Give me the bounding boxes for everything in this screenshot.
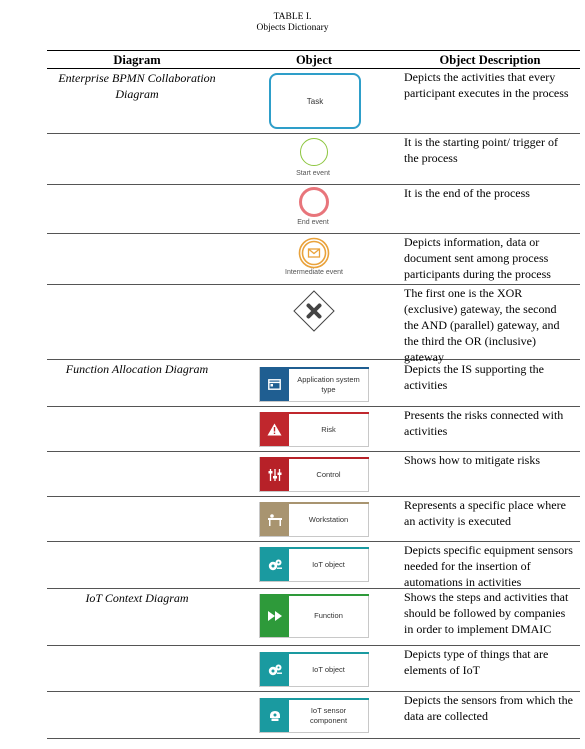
header-description: Object Description	[439, 53, 541, 67]
risk-label: Risk	[321, 424, 336, 434]
diagram-function-allocation-label: Function Allocation Diagram	[65, 362, 209, 376]
iot-sensor-component-label: IoT sensor component	[309, 705, 348, 725]
fast-forward-icon	[260, 595, 289, 637]
desc-start-event: It is the starting point/ trigger of the process	[404, 135, 558, 165]
desc-gateway: The first one is the XOR (exclusive) gateway, the second the AND (parallel) gateway, and the third the OR (inclusive) gateway	[404, 286, 560, 364]
iot-object-label: IoT object	[312, 559, 345, 569]
window-icon	[260, 368, 289, 401]
desc-workstation: Represents a specific place where an activity is executed	[404, 498, 566, 528]
diagram-bpmn-label: Enterprise BPMN Collaboration Diagram	[58, 71, 216, 101]
task-label: Task	[306, 96, 324, 106]
row-separator	[47, 738, 580, 739]
desc-end-event: It is the end of the process	[404, 186, 530, 200]
desc-control: Shows how to mitigate risks	[404, 453, 541, 467]
table-top-rule	[47, 50, 580, 51]
control-label: Control	[316, 469, 341, 479]
iot-object-shape	[259, 547, 369, 582]
iot-sensor-component-shape	[259, 698, 369, 733]
warning-triangle-icon	[260, 413, 289, 446]
application-system-type-label: Application system type	[297, 374, 360, 394]
desc-iot-object-2: Depicts type of things that are elements of IoT	[404, 647, 549, 677]
sensor-icon	[260, 699, 289, 732]
desc-task: Depicts the activities that every participant executes in the process	[404, 70, 569, 100]
diagram-iot-context-label: IoT Context Diagram	[85, 591, 189, 605]
desc-intermediate-event: Depicts information, data or document sent among process participants during the process	[404, 235, 551, 281]
gateway-shape	[293, 290, 335, 332]
task-shape	[269, 73, 361, 129]
gears-icon	[260, 548, 289, 581]
intermediate-event-label: Intermediate event	[285, 269, 343, 276]
iot-object-label-2: IoT object	[312, 664, 345, 674]
workstation-label: Workstation	[308, 514, 349, 524]
desc-iot-object: Depicts specific equipment sensors needed for the insertion of automations in activities	[404, 543, 573, 589]
control-shape	[259, 457, 369, 492]
end-event-shape	[299, 187, 329, 217]
function-label: Function	[314, 611, 343, 620]
start-event-shape	[300, 138, 328, 166]
function-shape	[259, 594, 369, 638]
risk-shape	[259, 412, 369, 447]
desk-icon	[260, 503, 289, 536]
sliders-icon	[260, 458, 289, 491]
intermediate-event-shape	[297, 237, 331, 269]
start-event-label: Start event	[296, 170, 330, 177]
desc-iot-sensor-component: Depicts the sensors from which the data are collected	[404, 693, 573, 723]
workstation-shape	[259, 502, 369, 537]
envelope-icon	[309, 249, 320, 257]
desc-application-system-type: Depicts the IS supporting the activities	[404, 362, 544, 392]
desc-risk: Presents the risks connected with activities	[404, 408, 564, 438]
table-caption-title: Objects Dictionary	[256, 23, 329, 33]
header-object: Object	[295, 53, 333, 67]
desc-function: Shows the steps and activities that should be followed by companies in order to implement DMAIC	[404, 590, 569, 636]
application-system-type-shape	[259, 367, 369, 402]
iot-object-shape-2	[259, 652, 369, 687]
header-diagram: Diagram	[113, 53, 161, 67]
end-event-label: End event	[297, 219, 329, 226]
table-caption-number: TABLE I.	[273, 12, 312, 22]
gears-icon	[260, 653, 289, 686]
